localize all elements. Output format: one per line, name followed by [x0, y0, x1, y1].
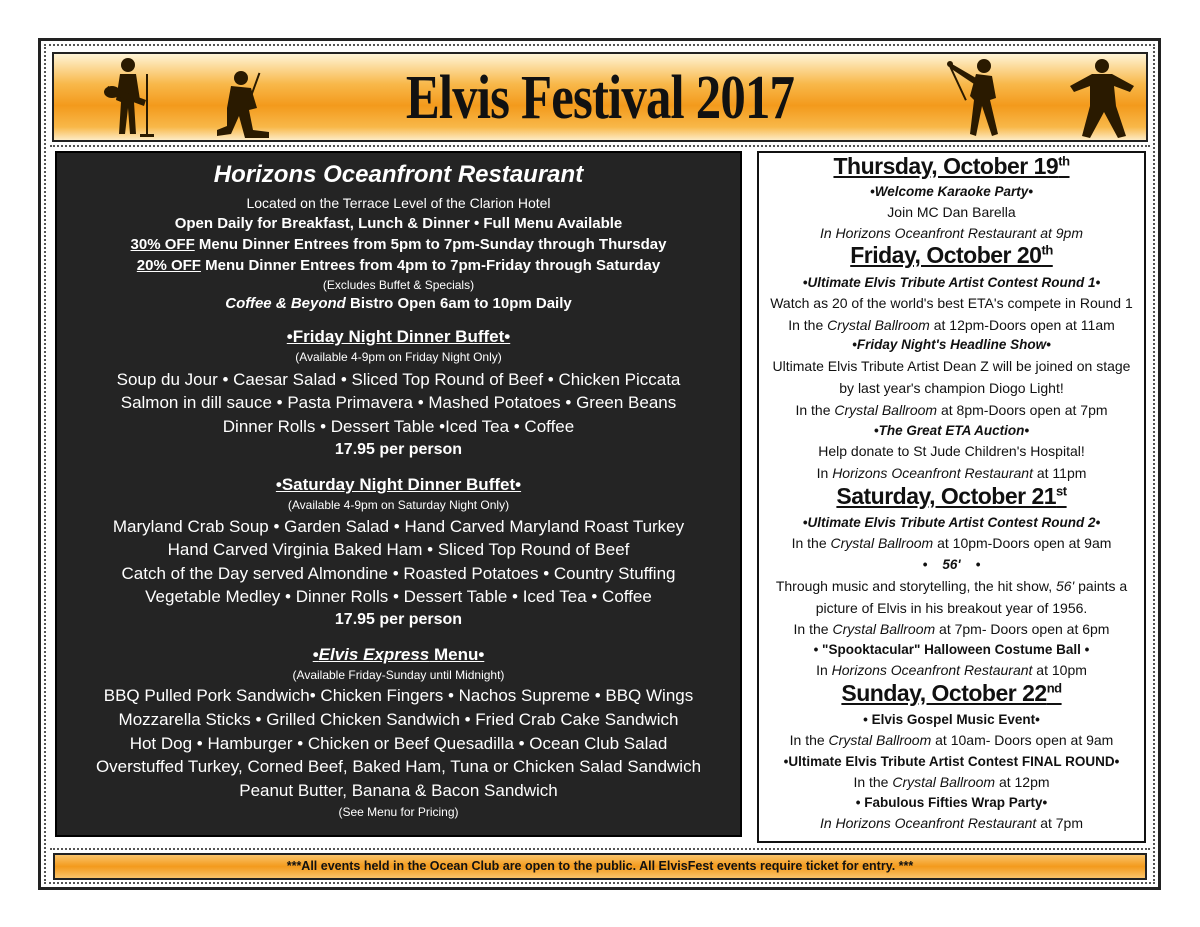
event-title: •Ultimate Elvis Tribute Artist Contest FINAL ROUND•	[783, 754, 1120, 769]
event-venue	[759, 732, 1144, 748]
event-venue	[759, 621, 1144, 637]
event-detail: Join MC Dan Barella	[887, 204, 1016, 220]
show-name: 56'	[1055, 578, 1075, 594]
venue-name: In Horizons Oceanfront Restaurant	[819, 815, 1037, 831]
express-heading-bullet: •	[312, 645, 319, 664]
event-detail	[759, 578, 1144, 594]
saturday-date: Saturday, October 21	[836, 483, 1057, 509]
banner-divider	[50, 145, 1150, 147]
menu-line: Overstuffed Turkey, Corned Beef, Baked Ham, Tuna or Chicken Salad Sandwich	[95, 757, 702, 776]
event-venue	[759, 465, 1144, 481]
sunday-heading	[759, 680, 1144, 707]
friday-date: Friday, October 20	[850, 242, 1042, 268]
event-schedule-panel	[757, 151, 1146, 843]
promo-2-text: Menu Dinner Entrees from 4pm to 7pm-Friday through Saturday	[200, 257, 661, 274]
saturday-buffet-price: 17.95 per person	[334, 611, 463, 628]
saturday-date-suffix: st	[1056, 483, 1067, 499]
detail-text: paints a	[1074, 578, 1128, 594]
menu-line: Hot Dog • Hamburger • Chicken or Beef Quesadilla • Ocean Club Salad	[129, 734, 668, 753]
event-venue	[759, 317, 1144, 333]
restaurant-name: Horizons Oceanfront Restaurant	[213, 161, 584, 188]
menu-line: Maryland Crab Soup • Garden Salad • Hand Carved Maryland Roast Turkey	[112, 517, 685, 536]
venue-name: Horizons Oceanfront Restaurant	[832, 465, 1033, 481]
title-banner	[52, 52, 1148, 142]
venue-prefix: In the	[788, 317, 828, 333]
event-detail: Watch as 20 of the world's best ETA's compete in Round 1	[770, 295, 1133, 311]
event-detail: by last year's champion Diogo Light!	[839, 380, 1064, 396]
venue-name: Crystal Ballroom	[830, 535, 934, 551]
event-detail: Ultimate Elvis Tribute Artist Dean Z will be joined on stage	[772, 358, 1131, 374]
sunday-date: Sunday, October 22	[841, 680, 1047, 706]
microphone-dancer-silhouette-icon	[944, 56, 1014, 140]
kneeling-singer-silhouette-icon	[209, 68, 275, 140]
venue-time: at 10pm-Doors open at 9am	[933, 535, 1112, 551]
venue-name: Crystal Ballroom	[892, 774, 996, 790]
footer-divider	[50, 848, 1150, 850]
saturday-buffet-availability: (Available 4-9pm on Saturday Night Only)	[287, 498, 510, 512]
event-venue	[759, 662, 1144, 678]
sunday-date-suffix: nd	[1046, 680, 1062, 696]
venue-prefix: In the	[853, 774, 893, 790]
venue-prefix: In the	[791, 535, 831, 551]
promo-line-2	[57, 257, 740, 274]
express-menu-availability: (Available Friday-Sunday until Midnight)	[292, 668, 505, 682]
menu-line: Catch of the Day served Almondine • Roasted Potatoes • Country Stuffing	[121, 564, 676, 583]
venue-prefix: In the	[795, 402, 835, 418]
saturday-heading	[759, 483, 1144, 510]
express-heading-name: Elvis Express	[318, 645, 430, 664]
guitar-player-silhouette-icon	[100, 56, 160, 140]
event-detail: picture of Elvis in his breakout year of 1956.	[815, 600, 1088, 616]
menu-line: BBQ Pulled Pork Sandwich• Chicken Fingers • Nachos Supreme • BBQ Wings	[103, 686, 694, 705]
excludes-note: (Excludes Buffet & Specials)	[322, 278, 475, 292]
venue-name: Crystal Ballroom	[828, 732, 932, 748]
jumpsuit-pose-silhouette-icon	[1064, 56, 1140, 140]
menu-line: Peanut Butter, Banana & Bacon Sandwich	[239, 781, 558, 800]
saturday-buffet-heading: •Saturday Night Dinner Buffet•	[275, 475, 522, 494]
event-title: •Ultimate Elvis Tribute Artist Contest Round 1•	[802, 275, 1101, 290]
venue-name: Horizons Oceanfront Restaurant	[831, 662, 1033, 678]
event-title: • Fabulous Fifties Wrap Party•	[855, 795, 1048, 810]
venue-name: Crystal Ballroom	[832, 621, 936, 637]
promo-1-text: Menu Dinner Entrees from 5pm to 7pm-Sunday through Thursday	[194, 236, 667, 253]
venue-time: at 10pm	[1032, 662, 1087, 678]
bistro-line	[57, 295, 740, 312]
event-title: • 56' •	[922, 557, 981, 572]
restaurant-panel	[55, 151, 742, 837]
express-menu-heading	[57, 645, 740, 665]
friday-buffet-availability: (Available 4-9pm on Friday Night Only)	[295, 350, 502, 364]
event-venue	[759, 815, 1144, 831]
venue-time: at 11pm	[1032, 465, 1087, 481]
thursday-date: Thursday, October 19	[833, 153, 1059, 179]
venue-prefix: In the	[793, 621, 833, 637]
promo-line-1	[57, 236, 740, 253]
restaurant-location: Located on the Terrace Level of the Clarion Hotel	[246, 195, 551, 211]
menu-line: Soup du Jour • Caesar Salad • Sliced Top Round of Beef • Chicken Piccata	[116, 370, 681, 389]
event-title: • Elvis Gospel Music Event•	[863, 712, 1040, 727]
express-pricing-note: (See Menu for Pricing)	[338, 805, 459, 819]
friday-heading	[759, 242, 1144, 269]
friday-buffet-heading: •Friday Night Dinner Buffet•	[286, 327, 511, 346]
venue-prefix: In the	[789, 732, 829, 748]
express-heading-suffix: Menu•	[429, 645, 485, 664]
bistro-name: Coffee & Beyond	[225, 295, 346, 312]
menu-line: Salmon in dill sauce • Pasta Primavera • Mashed Potatoes • Green Beans	[120, 393, 677, 412]
venue-prefix: In	[816, 465, 833, 481]
venue-name: Crystal Ballroom	[827, 317, 930, 333]
friday-date-suffix: th	[1041, 242, 1053, 258]
menu-line: Hand Carved Virginia Baked Ham • Sliced Top Round of Beef	[167, 540, 630, 559]
venue-name: Crystal Ballroom	[834, 402, 938, 418]
venue-time: at 7pm	[1036, 815, 1084, 831]
venue-prefix: In	[816, 662, 832, 678]
venue-time: at 10am- Doors open at 9am	[931, 732, 1114, 748]
thursday-heading	[759, 153, 1144, 180]
event-venue	[759, 402, 1144, 418]
detail-text: Through music and storytelling, the hit show,	[775, 578, 1056, 594]
festival-title: Elvis Festival 2017	[405, 64, 795, 132]
event-title: • "Spooktacular" Halloween Costume Ball •	[813, 642, 1090, 657]
menu-line: Vegetable Medley • Dinner Rolls • Dessert Table • Iced Tea • Coffee	[145, 587, 652, 606]
event-venue	[759, 535, 1144, 551]
menu-line: Mozzarella Sticks • Grilled Chicken Sandwich • Fried Crab Cake Sandwich	[118, 710, 679, 729]
event-venue: In Horizons Oceanfront Restaurant at 9pm	[819, 225, 1084, 241]
venue-time: at 8pm-Doors open at 7pm	[937, 402, 1108, 418]
promo-1-percent: 30% OFF	[130, 236, 195, 253]
menu-line: Dinner Rolls • Dessert Table •Iced Tea • Coffee	[222, 417, 575, 436]
venue-time: at 12pm	[995, 774, 1050, 790]
thursday-date-suffix: th	[1058, 153, 1070, 169]
promo-2-percent: 20% OFF	[136, 257, 201, 274]
event-title: •Friday Night's Headline Show•	[852, 337, 1051, 352]
event-title: •Welcome Karaoke Party•	[869, 184, 1034, 199]
bistro-text: Bistro Open 6am to 10pm Daily	[345, 295, 572, 312]
friday-buffet-price: 17.95 per person	[334, 441, 463, 458]
event-title: •Ultimate Elvis Tribute Artist Contest Round 2•	[802, 515, 1101, 530]
footer-note: ***All events held in the Ocean Club are open to the public. All ElvisFest events require ticket for entry. ***	[53, 853, 1147, 880]
open-daily-text: Open Daily for Breakfast, Lunch & Dinner • Full Menu Available	[174, 215, 623, 232]
venue-time: at 12pm-Doors open at 11am	[929, 317, 1115, 333]
event-detail: Help donate to St Jude Children's Hospital!	[818, 443, 1085, 459]
venue-time: at 7pm- Doors open at 6pm	[935, 621, 1110, 637]
event-title: •The Great ETA Auction•	[873, 423, 1030, 438]
event-venue	[759, 774, 1144, 790]
